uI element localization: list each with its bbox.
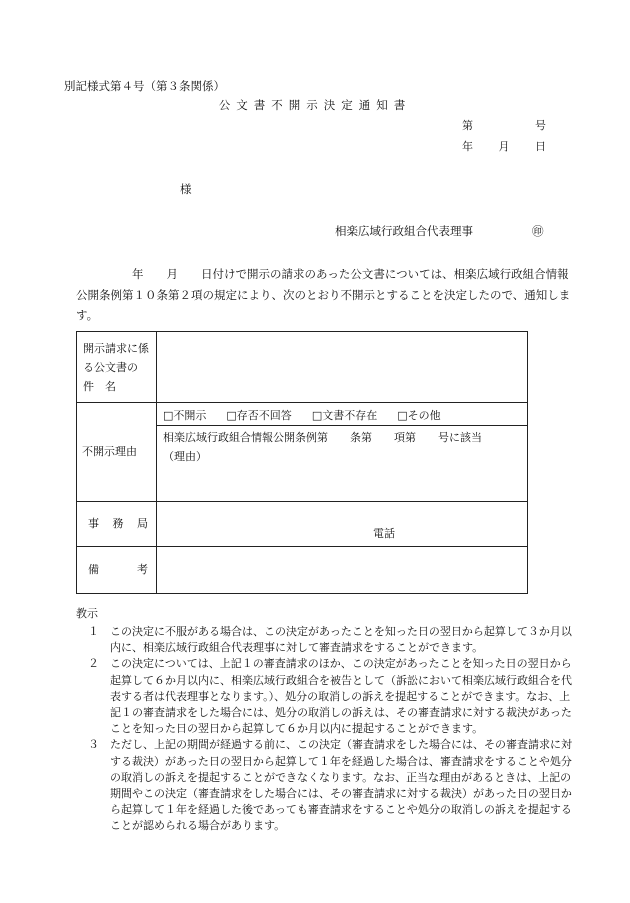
ordinance-text: 相楽広域行政組合情報公開条例第 条第 項第 号に該当	[163, 430, 482, 444]
addressee-suffix: 様	[180, 182, 192, 196]
checkbox-row	[157, 403, 527, 425]
date-month: 月	[498, 140, 510, 153]
form-number: 別記様式第４号（第３条関係）	[64, 79, 225, 93]
phone-label: 電話	[373, 527, 395, 540]
reason-cell	[157, 403, 528, 502]
table-row	[77, 403, 528, 502]
number-suffix: 号	[535, 119, 546, 132]
date-day: 日	[535, 140, 546, 153]
sender-name: 相楽広域行政組合代表理事	[335, 224, 473, 238]
date-line	[462, 139, 546, 156]
document-number-line	[462, 118, 546, 135]
reason-label: 不開示理由	[77, 403, 157, 502]
list-item: １ この決定に不服がある場合は、この決定があったことを知った日の翌日から起算して３か月以内に、相楽広域行政組合代表理事に対して審査請求をすることができます。	[88, 625, 572, 655]
list-item: ３ ただし、上記の期間が経過する前に、この決定（審査請求をした場合には、その審査請求に対する裁決）があった日の翌日から起算して１年を経過した場合は、審査請求をすることや処分の取消しの訴えを提起することができなくなります。なお、正当な理由があるときは、上記の期間やこの決定（審査請求をした場合には、その審査請求に対する裁決）があった日の翌日から起算して１年を経過した後であっても審査請求をすることや処分の取消しの訴えを提起することが認められる場合があります。	[88, 738, 572, 833]
ordinance-reference	[157, 425, 527, 466]
notes-heading: 教示	[76, 607, 98, 620]
table-row	[77, 332, 528, 403]
office-cell	[157, 502, 528, 547]
subject-label: 開示請求に係る公文書の 件 名	[77, 332, 157, 403]
date-year: 年	[462, 140, 473, 153]
office-label: 事 務 局	[77, 502, 157, 547]
document-title: 公文書不開示決定通知書	[218, 98, 412, 112]
remarks-label: 備 考	[77, 547, 157, 594]
subject-value	[157, 332, 528, 403]
table-row	[77, 547, 528, 594]
table-row	[77, 502, 528, 547]
number-prefix: 第	[462, 119, 473, 132]
remarks-cell	[157, 547, 528, 594]
notes-list	[88, 624, 574, 835]
disclosure-form-table	[76, 331, 528, 594]
checkbox-non-disclosure: □不開示	[163, 409, 207, 422]
reason-text-label: （理由）	[163, 449, 207, 463]
checkbox-existence-refusal: □存否不回答	[226, 409, 292, 422]
list-item: ２ この決定については、上記１の審査請求のほか、この決定があったことを知った日の翌日から起算して６か月以内に、相楽広域行政組合を被告として（訴訟において相楽広域行政組合を代表する者は代表理事となります。）、処分の取消しの訴えを提起することができます。なお、上記１の審査請求をした場合には、処分の取消しの訴えは、その審査請求に対する裁決があったことを知った日の翌日から起算して６か月以内に提起することができます。	[88, 657, 572, 736]
checkbox-document-absent: □文書不存在	[311, 409, 378, 422]
seal-mark: ㊞	[532, 224, 544, 238]
checkbox-other: □その他	[397, 409, 441, 422]
notice-body: 年 月 日付けで開示の請求のあった公文書については、相楽広域行政組合情報公開条例第１０条第２項の規定により、次のとおり不開示とすることを決定したので、通知します。	[76, 267, 571, 322]
